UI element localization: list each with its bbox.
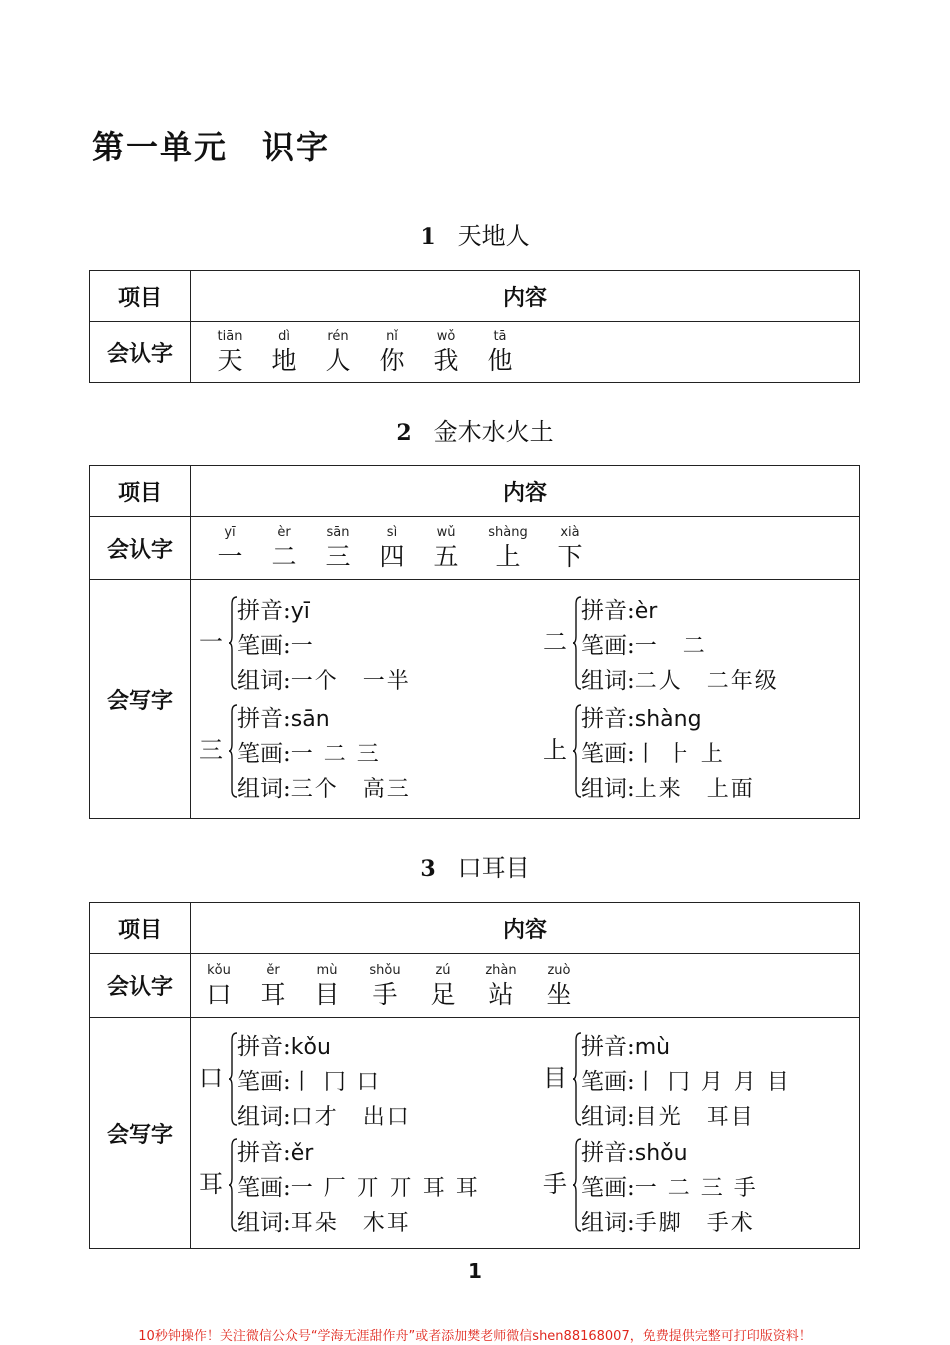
row-value: shàng (634, 707, 702, 732)
hanzi: 站 (488, 979, 514, 1009)
char-item (473, 524, 543, 572)
words-row: 组词:二人 二年级 (581, 668, 779, 694)
recognize-label: 会认字 (90, 322, 191, 383)
char-item (471, 962, 531, 1010)
row-label: 组词 (581, 1210, 627, 1236)
lesson-1-table (89, 270, 860, 383)
char-item (257, 328, 311, 376)
char-item (415, 962, 471, 1010)
row-value: 一 二 三 (290, 742, 381, 767)
brace-icon (573, 1032, 581, 1126)
entry-char: 一 (199, 628, 223, 656)
write-entry (543, 1132, 873, 1240)
char-item (203, 524, 257, 572)
entry-char: 二 (543, 628, 567, 656)
brace-icon (229, 704, 237, 798)
char-item (203, 328, 257, 376)
char-item (531, 962, 587, 1010)
pinyin: zuò (547, 962, 571, 978)
hanzi: 耳 (260, 979, 286, 1009)
strokes-row: 笔画:丨 冂 月 月 目 (581, 1069, 791, 1095)
hanzi: 目 (314, 979, 340, 1009)
char-item (299, 962, 355, 1010)
hanzi: 天 (217, 346, 243, 375)
lesson-2-table (89, 465, 860, 819)
lesson-number: 2 (396, 420, 412, 446)
strokes-row: 笔画:一 (237, 633, 315, 659)
brace-icon (229, 596, 237, 690)
recognize-label: 会认字 (90, 517, 191, 580)
header-item: 项目 (90, 271, 191, 322)
entry-char: 手 (543, 1170, 567, 1198)
strokes-row: 笔画:丨 ⺊ 上 (581, 741, 725, 767)
pinyin-row: 拼音:shàng (581, 706, 702, 732)
hanzi: 你 (379, 346, 405, 375)
pinyin: rén (327, 329, 349, 344)
char-item (355, 962, 415, 1010)
char-item (247, 962, 299, 1010)
write-entry (543, 1026, 873, 1134)
words-row: 组词:手脚 手术 (581, 1210, 755, 1236)
row-value: 一个 一半 (290, 669, 411, 694)
pinyin: dì (278, 329, 290, 344)
row-label: 笔画 (237, 741, 283, 767)
row-value: 丨 冂 口 (290, 1070, 381, 1095)
pinyin: xià (560, 525, 580, 540)
row-value: 口才 出口 (290, 1105, 411, 1130)
pinyin: yī (224, 525, 236, 540)
char-item (473, 328, 527, 376)
pinyin: sì (386, 525, 398, 540)
row-label: 拼音 (581, 706, 627, 732)
strokes-row: 笔画:一 二 (581, 633, 707, 659)
page-number: 1 (468, 1259, 482, 1283)
write-entry (543, 698, 873, 806)
recognize-label: 会认字 (90, 954, 191, 1018)
row-value: 上来 上面 (634, 777, 755, 802)
words-row: 组词:口才 出口 (237, 1104, 411, 1130)
pinyin: nǐ (386, 329, 398, 344)
lesson-3-title (0, 848, 950, 883)
words-row: 组词:目光 耳目 (581, 1104, 755, 1130)
row-label: 拼音 (581, 1140, 627, 1166)
hanzi: 上 (495, 542, 521, 571)
row-label: 拼音 (581, 1034, 627, 1060)
row-value: 手脚 手术 (634, 1211, 755, 1236)
lesson-1-title (0, 216, 950, 251)
row-label: 拼音 (237, 598, 283, 624)
pinyin-row: 拼音:shǒu (581, 1140, 688, 1166)
lesson-name: 口耳目 (457, 854, 530, 882)
hanzi: 足 (430, 979, 456, 1009)
row-value: shǒu (634, 1141, 688, 1166)
row-value: 丨 ⺊ 上 (634, 742, 725, 767)
pinyin-row: 拼音:kǒu (237, 1034, 331, 1060)
strokes-row: 笔画:一 二 三 (237, 741, 381, 767)
hanzi: 三 (325, 542, 351, 571)
row-value: 丨 冂 月 月 目 (634, 1070, 791, 1095)
row-label: 组词 (581, 776, 627, 802)
pinyin: wǒ (436, 329, 456, 344)
row-value: yī (290, 599, 310, 624)
hanzi: 一 (217, 542, 243, 571)
row-label: 笔画 (237, 633, 283, 659)
pinyin: èr (277, 525, 291, 540)
row-label: 拼音 (581, 598, 627, 624)
strokes-row: 笔画:丨 冂 口 (237, 1069, 381, 1095)
words-row: 组词:耳朵 木耳 (237, 1210, 411, 1236)
brace-icon (573, 596, 581, 690)
row-label: 笔画 (581, 741, 627, 767)
char-item (257, 524, 311, 572)
char-item (365, 328, 419, 376)
char-item (311, 524, 365, 572)
pinyin-row: 拼音:mù (581, 1034, 671, 1060)
row-label: 拼音 (237, 1034, 283, 1060)
header-content: 内容 (191, 903, 860, 954)
row-value: ěr (290, 1141, 314, 1166)
hanzi: 我 (433, 346, 459, 375)
hanzi: 口 (206, 979, 232, 1009)
write-entry (543, 590, 873, 698)
entry-char: 三 (199, 736, 223, 764)
pinyin: tiān (217, 329, 243, 344)
write-entry (199, 1026, 529, 1134)
row-value: kǒu (290, 1035, 331, 1060)
row-label: 笔画 (581, 1069, 627, 1095)
pinyin: zhàn (485, 962, 517, 978)
row-label: 拼音 (237, 706, 283, 732)
row-value: 一 (290, 634, 315, 659)
recognize-chars (191, 962, 859, 1010)
hanzi: 人 (325, 346, 351, 375)
pinyin: shǒu (369, 962, 401, 978)
strokes-row: 笔画:一 厂 丌 丌 耳 耳 (237, 1175, 480, 1201)
hanzi: 五 (433, 542, 459, 571)
row-value: èr (634, 599, 658, 624)
hanzi: 手 (372, 979, 398, 1009)
entry-char: 上 (543, 736, 567, 764)
recognize-chars (191, 328, 859, 376)
pinyin: sān (326, 525, 350, 540)
entry-char: 口 (199, 1064, 223, 1092)
write-cell (191, 580, 860, 819)
lesson-number: 3 (420, 856, 436, 882)
row-label: 组词 (581, 668, 627, 694)
hanzi: 他 (487, 346, 513, 375)
footer-notice: 10秒钟操作！关注微信公众号“学海无涯甜作舟”或者添加樊老师微信shen88168007，免费提供完整可打印版资料！ (138, 1329, 812, 1344)
char-item (419, 524, 473, 572)
row-label: 组词 (237, 668, 283, 694)
pinyin-row: 拼音:èr (581, 598, 658, 624)
pinyin: tā (493, 329, 507, 344)
hanzi: 二 (271, 542, 297, 571)
recognize-chars (191, 524, 859, 572)
words-row: 组词:上来 上面 (581, 776, 755, 802)
row-value: 一 二 (634, 634, 707, 659)
char-item (419, 328, 473, 376)
pinyin-row: 拼音:sān (237, 706, 330, 732)
row-value: sān (290, 707, 330, 732)
brace-icon (229, 1138, 237, 1232)
row-label: 组词 (581, 1104, 627, 1130)
write-cell (191, 1018, 860, 1249)
header-item: 项目 (90, 466, 191, 517)
hanzi: 地 (271, 346, 297, 375)
row-label: 组词 (237, 1210, 283, 1236)
char-item (543, 524, 597, 572)
header-content: 内容 (191, 271, 860, 322)
write-label: 会写字 (90, 580, 191, 819)
brace-icon (573, 704, 581, 798)
row-label: 笔画 (581, 633, 627, 659)
write-entry (199, 698, 529, 806)
strokes-row: 笔画:一 二 三 手 (581, 1175, 758, 1201)
pinyin: wǔ (436, 525, 456, 540)
unit-title: 第一单元 识字 (92, 128, 331, 166)
hanzi: 四 (379, 542, 405, 571)
entry-char: 耳 (199, 1170, 223, 1198)
hanzi: 下 (557, 542, 583, 571)
row-value: 一 厂 丌 丌 耳 耳 (290, 1176, 480, 1201)
brace-icon (573, 1138, 581, 1232)
char-item (191, 962, 247, 1010)
row-value: 耳朵 木耳 (290, 1211, 411, 1236)
lesson-name: 天地人 (457, 222, 530, 250)
char-item (311, 328, 365, 376)
hanzi: 坐 (546, 979, 572, 1009)
row-label: 笔画 (237, 1175, 283, 1201)
header-item: 项目 (90, 903, 191, 954)
brace-icon (229, 1032, 237, 1126)
entry-char: 目 (543, 1064, 567, 1092)
write-label: 会写字 (90, 1018, 191, 1249)
pinyin: kǒu (207, 962, 231, 978)
pinyin: mù (316, 962, 338, 978)
lesson-3-table (89, 902, 860, 1249)
pinyin-row: 拼音:yī (237, 598, 310, 624)
row-value: 二人 二年级 (634, 669, 779, 694)
row-value: mù (634, 1035, 671, 1060)
pinyin: zú (435, 962, 451, 978)
char-item (365, 524, 419, 572)
pinyin: ěr (266, 962, 280, 978)
pinyin: shàng (488, 525, 528, 540)
row-value: 一 二 三 手 (634, 1176, 758, 1201)
write-entry (199, 1132, 529, 1240)
lesson-number: 1 (420, 224, 436, 250)
row-label: 笔画 (581, 1175, 627, 1201)
lesson-name: 金木水火土 (433, 418, 554, 446)
header-content: 内容 (191, 466, 860, 517)
row-value: 目光 耳目 (634, 1105, 755, 1130)
words-row: 组词:三个 高三 (237, 776, 411, 802)
words-row: 组词:一个 一半 (237, 668, 411, 694)
row-label: 笔画 (237, 1069, 283, 1095)
lesson-2-title (0, 412, 950, 447)
pinyin-row: 拼音:ěr (237, 1140, 314, 1166)
write-entry (199, 590, 529, 698)
row-label: 拼音 (237, 1140, 283, 1166)
row-label: 组词 (237, 776, 283, 802)
row-label: 组词 (237, 1104, 283, 1130)
row-value: 三个 高三 (290, 777, 411, 802)
